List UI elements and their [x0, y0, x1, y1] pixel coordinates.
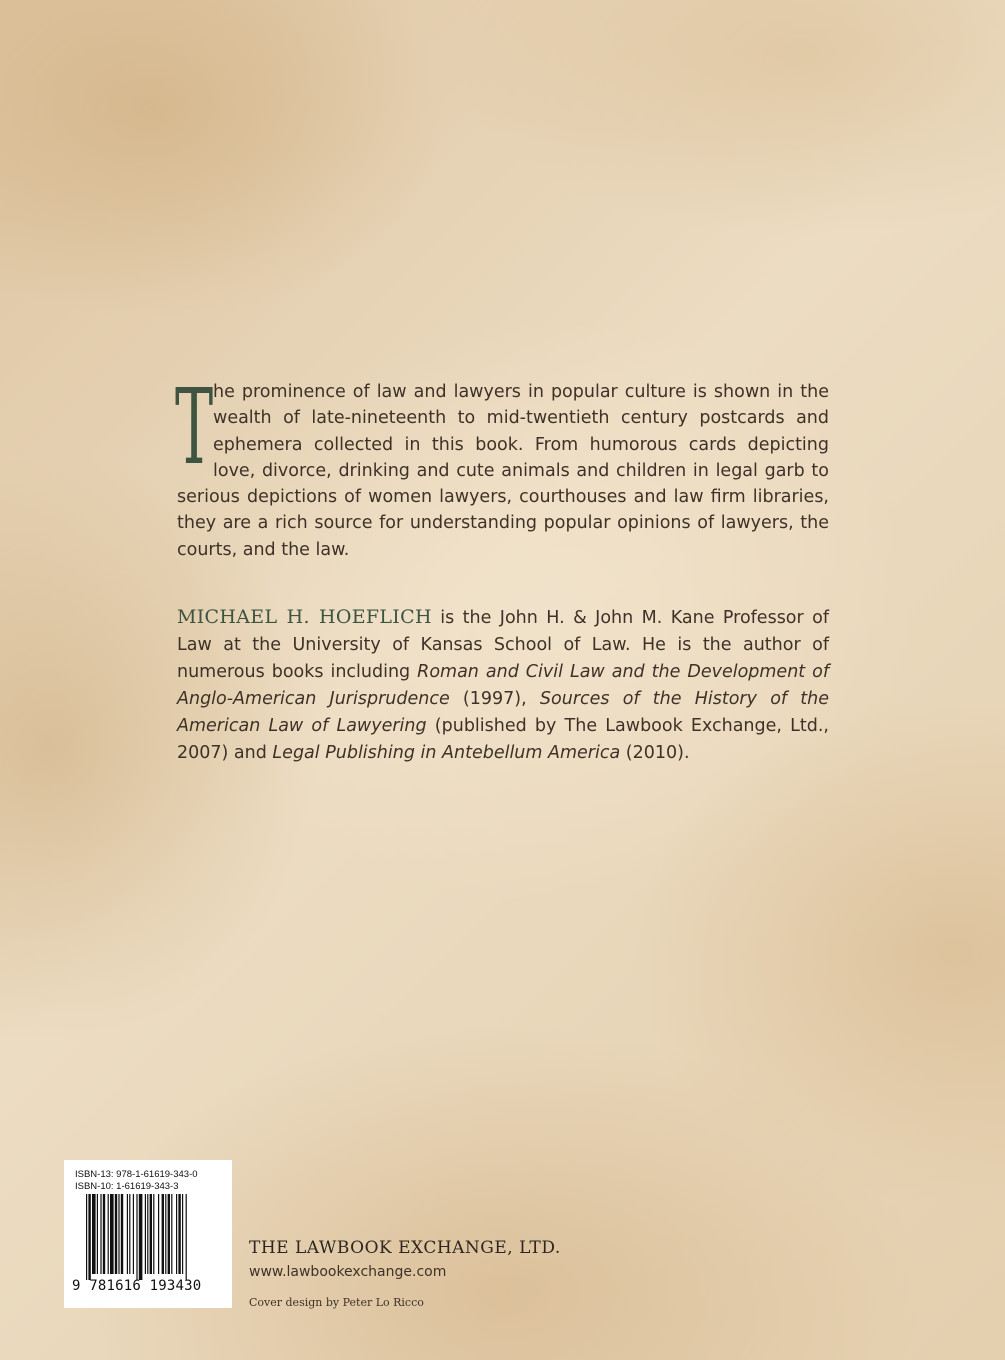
- barcode-bar: [88, 1194, 90, 1280]
- barcode-bar: [129, 1194, 130, 1274]
- barcode-bar: [171, 1194, 172, 1274]
- isbn-13: ISBN-13: 978-1-61619-343-0: [75, 1169, 198, 1180]
- barcode-bar: [103, 1194, 105, 1274]
- barcode-bar: [136, 1194, 137, 1280]
- bio-text: (1997),: [449, 689, 540, 709]
- barcode-bar: [133, 1194, 134, 1274]
- description-text: he prominence of law and lawyers in popular culture is shown in the wealth of late-nineteenth to mid-twentieth century postcards and ephemera collected in this book. From humorous cards depicting love, divorce, drinking and cute animals and children in legal garb to serious depictions of women lawyers, courthouses and law firm libraries, they are a rich source for understanding popular opinions of lawyers, the courts, and the law.: [177, 382, 829, 560]
- drop-cap: T: [175, 366, 214, 488]
- barcode-bar: [118, 1194, 119, 1274]
- barcode-bar: [100, 1194, 101, 1274]
- isbn-10: ISBN-10: 1-61619-343-3: [75, 1181, 179, 1192]
- publisher-name: THE LAWBOOK EXCHANGE, LTD.: [249, 1238, 561, 1258]
- barcode-bar: [147, 1194, 148, 1274]
- barcode-bar: [150, 1194, 152, 1274]
- barcode-bar: [139, 1194, 143, 1280]
- barcode-bar: [145, 1194, 146, 1274]
- bio-text: (2010).: [620, 743, 690, 763]
- barcode-bar: [115, 1194, 117, 1274]
- barcode-bar: [186, 1194, 187, 1280]
- author-bio: [177, 604, 829, 767]
- barcode-bar: [110, 1194, 114, 1274]
- barcode-bar: [165, 1194, 166, 1274]
- book-title: Sources of the History of the American Law of Lawyering: [177, 689, 829, 736]
- barcode-bar: [108, 1194, 109, 1274]
- barcode-bar: [86, 1194, 87, 1280]
- bio-text: (published by The Lawbook Exchange, Ltd., 2007) and: [177, 716, 829, 763]
- barcode-bar: [162, 1194, 164, 1274]
- isbn-barcode-box: [64, 1160, 232, 1308]
- barcode-digits: 9 781616 193430: [72, 1278, 202, 1294]
- cover-credit: Cover design by Peter Lo Ricco: [249, 1296, 424, 1309]
- barcode-bar: [127, 1194, 128, 1274]
- barcode-bar: [158, 1194, 159, 1274]
- barcode-bar: [97, 1194, 98, 1274]
- barcode: [86, 1194, 222, 1280]
- barcode-bar: [121, 1194, 123, 1274]
- barcode-bar: [92, 1194, 96, 1274]
- book-title: Roman and Civil Law and the Development of Anglo-American Jurisprudence: [177, 662, 830, 709]
- bio-text: is the John H. & John M. Kane Professor of Law at the University of Kansas School of Law. He is the author of numerous books including: [177, 608, 829, 682]
- barcode-bar: [153, 1194, 154, 1274]
- barcode-bar: [168, 1194, 170, 1274]
- publisher-website[interactable]: www.lawbookexchange.com: [249, 1264, 447, 1280]
- barcode-bar: [176, 1194, 177, 1274]
- author-name: MICHAEL H. HOEFLICH: [177, 606, 432, 628]
- book-title: Legal Publishing in Antebellum America: [272, 743, 621, 763]
- barcode-bar: [182, 1194, 183, 1274]
- barcode-bar: [178, 1194, 180, 1274]
- book-description: [175, 366, 829, 563]
